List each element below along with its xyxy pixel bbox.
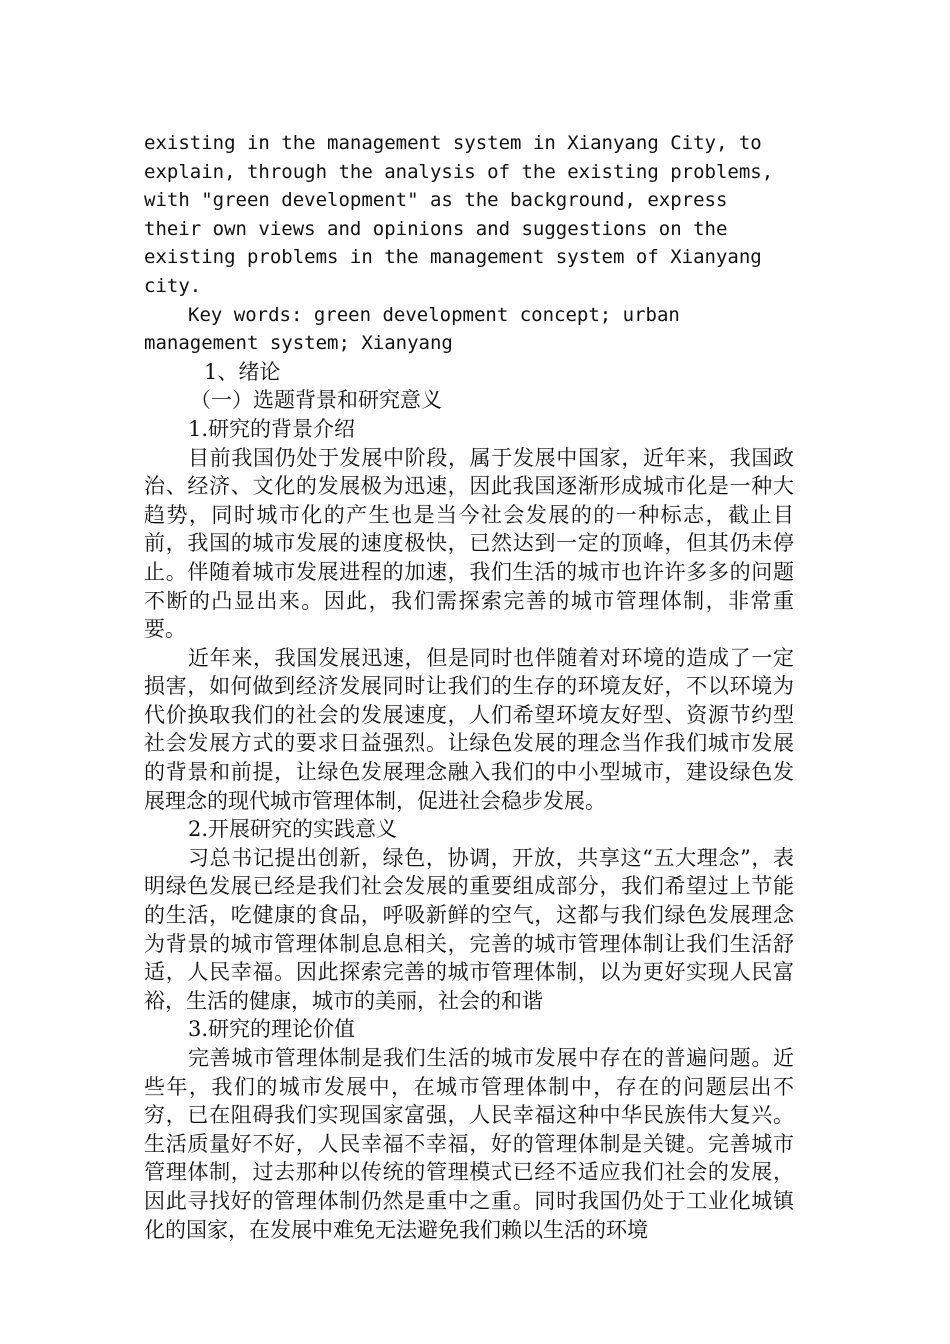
subsection-heading-1: 1.研究的背景介绍 [188, 416, 356, 441]
body-text [144, 129, 794, 1244]
paragraph: 完善城市管理体制是我们生活的城市发展中存在的普遍问题。近些年，我们的城市发展中，在城市管理体制中，存在的问题层出不穷，已在阻碍我们实现国家富强，人民幸福这种中华民族伟大复兴。生活质量好不好，人民幸福不幸福，好的管理体制是关键。完善城市管理体制，过去那种以传统的管理模式已经不适应我们社会的发展，因此寻找好的管理体制仍然是重中之重。同时我国仍处于工业化城镇化的国家，在发展中难免无法避免我们赖以生活的环境 [144, 1046, 794, 1242]
chapter-heading: 1、绪论 [204, 359, 281, 384]
subsection-heading-2: 2.开展研究的实践意义 [188, 817, 398, 842]
paragraph: 近年来，我国发展迅速，但是同时也伴随着对环境的造成了一定损害，如何做到经济发展同时让我们的生存的环境友好，不以环境为代价换取我们的社会的发展速度，人们希望环境友好型、资源节约型社会发展方式的要求日益强烈。让绿色发展的理念当作我们城市发展的背景和前提，让绿色发展理念融入我们的中小型城市，建设绿色发展理念的现代城市管理体制，促进社会稳步发展。 [144, 645, 794, 813]
keywords: Key words: green development concept; urban management system; Xianyang [144, 303, 692, 355]
paragraph: 目前我国仍处于发展中阶段，属于发展中国家，近年来，我国政治、经济、文化的发展极为迅速，因此我国逐渐形成城市化是一种大趋势，同时城市化的产生也是当今社会发展的的一种标志，截止目前，我国的城市发展的速度极快，已然达到一定的顶峰，但其仍未停止。伴随着城市发展进程的加速，我们生活的城市也许许多多的问题不断的凸显出来。因此，我们需探索完善的城市管理体制，非常重要。 [144, 445, 794, 642]
section-heading: （一）选题背景和研究意义 [190, 388, 442, 413]
subsection-heading-3: 3.研究的理论价值 [188, 1017, 356, 1042]
paragraph: 习总书记提出创新，绿色，协调，开放，共享这“五大理念”，表明绿色发展已经是我们社会发展的重要组成部分，我们希望过上节能的生活，吃健康的食品，呼吸新鲜的空气，这都与我们绿色发展理念为背景的城市管理体制息息相关，完善的城市管理体制让我们生活舒适，人民幸福。因此探索完善的城市管理体制，以为更好实现人民富裕，生活的健康，城市的美丽，社会的和谐 [144, 845, 794, 1013]
abstract-continuation: existing in the management system in Xianyang City, to explain, through the analysis of the existing problems, with "green development" as the background, express their own views and opinions and suggestions on the existing problems in the management system of Xianyang city. [144, 132, 785, 297]
